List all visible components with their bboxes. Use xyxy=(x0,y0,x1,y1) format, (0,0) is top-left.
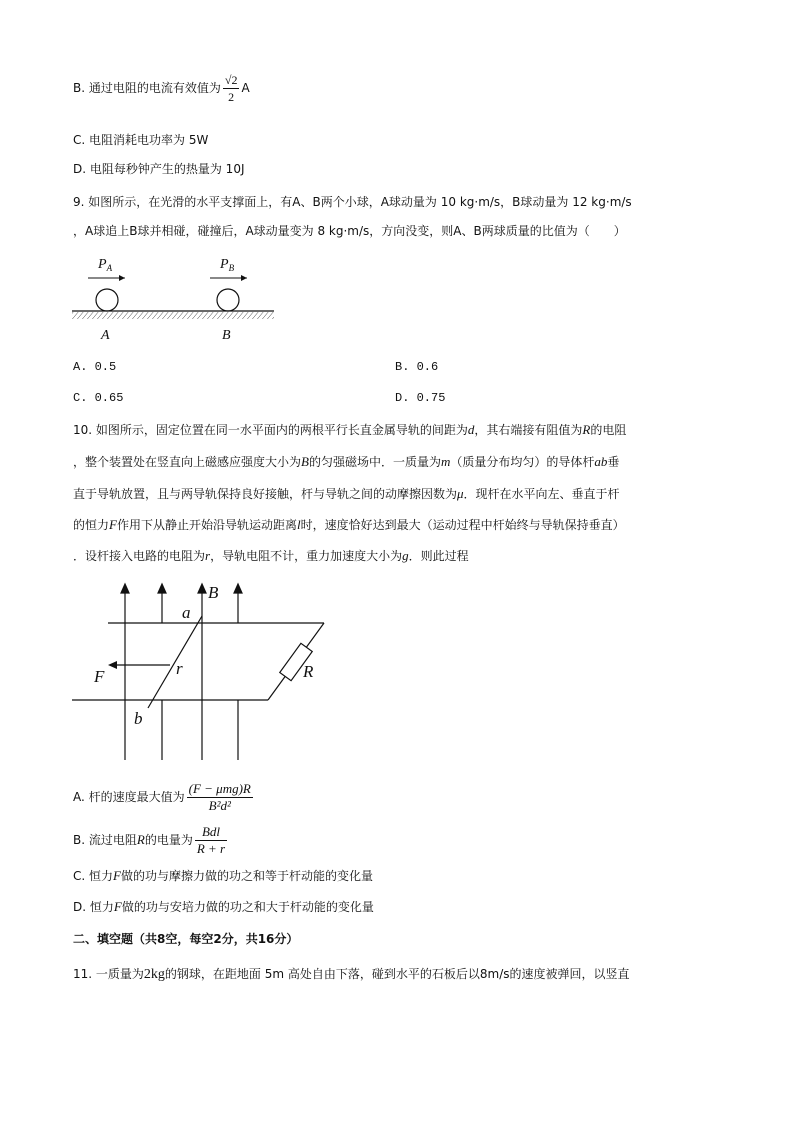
q9-ball-b xyxy=(217,289,239,311)
q8-option-b-text: B. 通过电阻的电流有效值为 xyxy=(73,81,221,95)
q10-rod-end-a: a xyxy=(182,603,191,622)
q10-text: ，整个装置处在竖直向上磁感应强度大小为 xyxy=(73,455,302,469)
q10-stem-line-1 xyxy=(73,420,626,440)
fraction-numerator: Bdl xyxy=(195,824,227,841)
q10-rod-end-b: b xyxy=(134,709,143,728)
q9-options-row-2 xyxy=(73,390,733,405)
q9-momentum-b-label xyxy=(219,257,235,273)
q10-option-d-text: D. 恒力 xyxy=(73,900,114,914)
q10-conductor-rod-ab xyxy=(148,616,202,708)
q10-text: ，导轨电阻不计，重力加速度大小为 xyxy=(210,549,403,563)
q10-stem-line-2 xyxy=(73,452,619,472)
q10-text: （质量分布均匀）的导体杆 xyxy=(450,455,595,469)
q10-text: 的电阻 xyxy=(590,423,627,437)
q10-text: 的恒力 xyxy=(73,518,110,532)
q11-mass: 2kg xyxy=(143,967,165,982)
q8-option-b-fraction xyxy=(223,72,240,105)
q9-option-a: A. 0.5 xyxy=(73,360,117,374)
q9-stem-line-2: ，A球追上B球并相碰，碰撞后，A球动量变为 8 kg·m/s，方向没变，则A、B两球质量的比值为（ ） xyxy=(73,224,626,238)
section-heading: 二、填空题（共8空，每空2分，共16分） xyxy=(73,932,299,946)
q10-text: 垂 xyxy=(607,455,620,469)
fraction-denominator: R + r xyxy=(196,841,226,856)
q10-var-F: F xyxy=(113,899,122,914)
q10-var-ab: ab xyxy=(594,454,608,469)
q10-option-a xyxy=(73,780,255,814)
q10-text: 的匀强磁场中．一质量为 xyxy=(308,455,441,469)
q10-option-c xyxy=(73,866,373,886)
q9-ball-a-label: A xyxy=(101,328,110,343)
q10-option-c-text: C. 恒力 xyxy=(73,869,114,883)
q10-rod-resistance-r: r xyxy=(176,659,183,678)
svg-text:PA: $P_A$ xyxy=(98,257,113,273)
q8-option-b xyxy=(73,72,250,105)
q9-option-c: C. 0.65 xyxy=(73,391,124,405)
q10-stem-line-5 xyxy=(73,546,469,566)
q10-option-d xyxy=(73,897,374,917)
q10-rails xyxy=(72,623,324,700)
fraction-numerator: √2 xyxy=(224,73,238,87)
q10-option-b-fraction xyxy=(195,824,227,857)
q9-ball-a xyxy=(96,289,118,311)
q10-force-label-F: F xyxy=(94,667,105,686)
q11-text: 的钢球，在距地面 5m 高处自由下落，碰到水平的石板后以 xyxy=(164,967,480,981)
q9-figure xyxy=(70,250,280,346)
q10-var-R: R xyxy=(582,422,591,437)
q9-surface-hatching xyxy=(72,312,274,319)
q10-field-label-B: B xyxy=(208,583,219,602)
q9-option-b: B. 0.6 xyxy=(395,360,439,374)
q9-option-d: D. 0.75 xyxy=(395,391,446,405)
q10-var-l: l xyxy=(296,517,301,532)
q10-text: ，其右端接有阻值为 xyxy=(474,423,583,437)
q10-var-F: F xyxy=(109,517,117,532)
q11-text: 的速度被弹回，以竖直 xyxy=(509,967,630,981)
q10-option-a-text: A. 杆的速度最大值为 xyxy=(73,790,185,804)
q10-text: 直于导轨放置，且与两导轨保持良好接触，杆与导轨之间的动摩擦因数为 xyxy=(73,487,458,501)
q10-text: 作用下从静止开始沿导轨运动距离 xyxy=(116,518,297,532)
fraction-denominator: 2 xyxy=(228,90,235,104)
q10-var-g: g xyxy=(402,548,409,563)
q10-stem-line-4 xyxy=(73,515,625,535)
q10-text: 时，速度恰好达到最大（运动过程中杆始终与导轨保持垂直） xyxy=(300,518,625,532)
q11-speed: 8m/s xyxy=(479,967,510,981)
q10-text: ．现杆在水平向左、垂直于杆 xyxy=(463,487,620,501)
q10-var-mu: μ xyxy=(457,486,464,501)
q10-resistor-label-R: R xyxy=(303,662,314,681)
q10-text: ．设杆接入电路的电阻为 xyxy=(73,549,206,563)
q9-stem-line-1: 9. 如图所示，在光滑的水平支撑面上，有A、B两个小球，A球动量为 10 kg·m/s，B球动量为 12 kg·m/s xyxy=(73,195,632,209)
fraction-numerator: (F − μmg)R xyxy=(188,781,251,796)
q10-stem-line-3 xyxy=(73,484,620,504)
q9-momentum-a-arrow xyxy=(88,275,125,281)
q8-option-c: C. 电阻消耗电功率为 5W xyxy=(73,133,209,147)
q10-option-c-text: 做的功与摩擦力做的功之和等于杆动能的变化量 xyxy=(120,869,373,883)
q8-option-d: D. 电阻每秒钟产生的热量为 10J xyxy=(73,162,245,176)
q8-option-b-unit: A xyxy=(241,81,250,95)
q9-ball-b-label: B xyxy=(222,328,231,343)
q10-option-a-fraction xyxy=(187,781,253,814)
q10-text: ．则此过程 xyxy=(408,549,469,563)
q10-text: 10. 如图所示，固定位置在同一水平面内的两根平行长直金属导轨的间距为 xyxy=(73,423,468,437)
q10-option-b-text: B. 流过电阻 xyxy=(73,833,137,847)
q9-momentum-b-arrow xyxy=(210,275,247,281)
q9-options-row-1 xyxy=(73,359,733,374)
q11-stem-line-1 xyxy=(73,964,630,985)
q10-option-b-text: 的电量为 xyxy=(144,833,193,847)
q10-var-m: m xyxy=(440,454,451,469)
svg-text:PB: $P_B$ xyxy=(220,257,235,273)
q10-var-F: F xyxy=(113,868,121,883)
fraction-denominator: B²d² xyxy=(208,798,231,813)
q10-option-d-text: 做的功与安培力做的功之和大于杆动能的变化量 xyxy=(121,900,374,914)
q10-var-r: r xyxy=(205,548,211,563)
q10-force-arrow xyxy=(108,661,170,669)
q10-figure xyxy=(70,578,332,762)
q10-var-d: d xyxy=(467,422,475,437)
q10-var-R: R xyxy=(136,832,145,847)
q10-var-B: B xyxy=(301,454,309,469)
q10-option-b xyxy=(73,823,229,857)
q9-momentum-a-label xyxy=(97,257,113,273)
q11-text: 11. 一质量为 xyxy=(73,967,144,981)
